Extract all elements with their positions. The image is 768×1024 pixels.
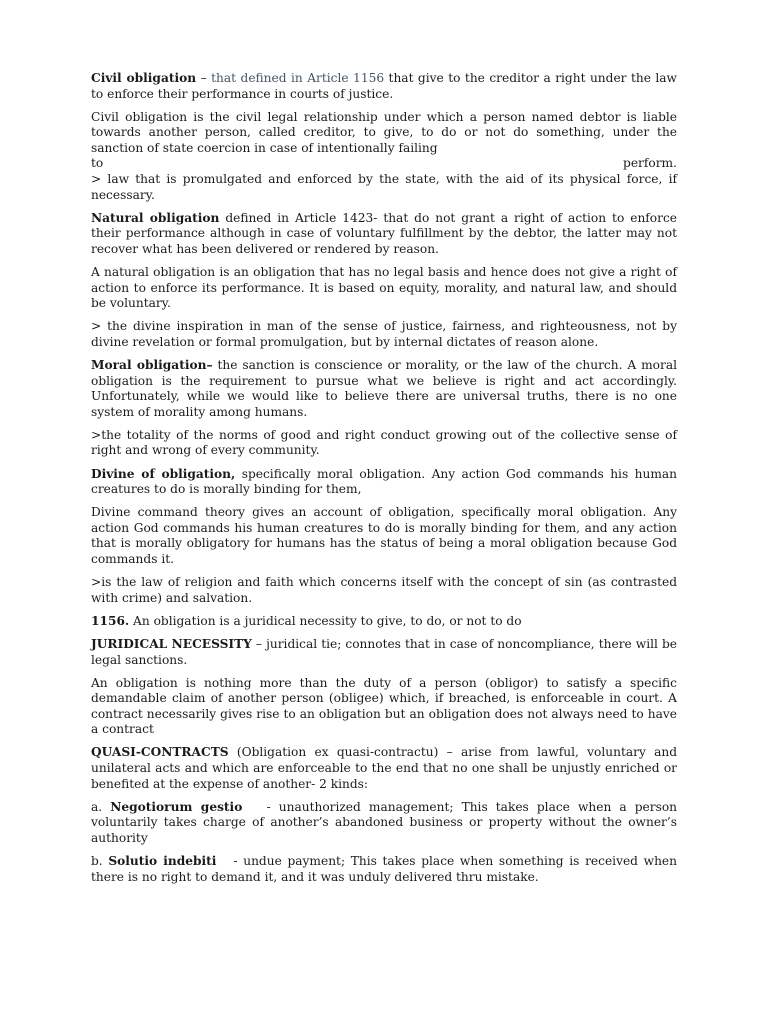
- term-civil-obligation: Civil obligation: [91, 71, 197, 85]
- dash: –: [196, 71, 212, 85]
- paragraph-text: >the totality of the norms of good and right conduct growing out of the collective sense of right and wrong of every community.: [91, 427, 677, 458]
- paragraph-text: A natural obligation is an obligation that has no legal basis and hence does not give a right of action to enforce its performance. It is based on equity, morality, and natural law, and should be voluntary.: [91, 265, 677, 311]
- term-negotiorum-gestio: Negotiorum gestio: [110, 799, 243, 814]
- definition-text: that give to the creditor a right under the law to enforce their performance in courts of justice.: [91, 71, 677, 101]
- justified-last-line: [91, 156, 677, 172]
- solutio-indebiti-item: [91, 854, 681, 885]
- definition-text: – juridical tie; connotes that in case of noncompliance, there will be legal sanctions.: [91, 636, 677, 667]
- civil-obligation-note: [91, 172, 677, 203]
- paragraph-text: >is the law of religion and faith which concerns itself with the concept of sin (as contrasted with crime) and salvation.: [91, 575, 677, 605]
- moral-obligation-definition: [91, 358, 677, 420]
- document-page: [91, 71, 681, 893]
- term-juridical-necessity: JURIDICAL NECESSITY: [91, 636, 252, 651]
- paragraph-text: Divine command theory gives an account of obligation, specifically moral obligation. Any action God commands his human creatures to do is morally binding for them, and any action that is morally obligatory for humans has the status of being a moral obligation because God commands it.: [91, 505, 677, 567]
- civil-obligation-explanation: [91, 110, 677, 157]
- obligation-explanation: [91, 676, 677, 738]
- term-article-number: 1156.: [91, 613, 130, 628]
- line-left-word: to: [91, 156, 104, 171]
- natural-obligation-explanation: [91, 265, 677, 312]
- paragraph-text: Civil obligation is the civil legal relationship under which a person named debtor is liable towards another person, called creditor, to give, to do or not do something, under the sanction of state coercion in case of intentionally failing: [91, 109, 677, 155]
- term-natural-obligation: Natural obligation: [91, 210, 220, 225]
- natural-obligation-note: [91, 319, 677, 350]
- list-prefix: b.: [91, 854, 109, 869]
- juridical-necessity-definition: [91, 637, 677, 668]
- paragraph-text: > the divine inspiration in man of the sense of justice, fairness, and righteousness, not by divine revelation or formal promulgation, but by internal dictates of reason alone.: [91, 319, 677, 349]
- term-solutio-indebiti: Solutio indebiti: [108, 854, 217, 869]
- definition-text: - unauthorized management; This takes place when a person voluntarily takes charge of another’s abandoned business or property without the owner’s authority: [91, 799, 681, 845]
- moral-obligation-note: [91, 428, 677, 459]
- divine-obligation-note: [91, 575, 677, 606]
- negotiorum-gestio-item: [91, 799, 681, 847]
- quasi-contracts-definition: [91, 745, 677, 792]
- line-right-word: perform.: [623, 156, 677, 171]
- term-moral-obligation: Moral obligation–: [91, 358, 213, 372]
- term-quasi-contracts: QUASI-CONTRACTS: [91, 745, 229, 760]
- divine-command-theory: [91, 505, 677, 567]
- article-1156: [91, 614, 677, 630]
- paragraph-text: > law that is promulgated and enforced by the state, with the aid of its physical force, if necessary.: [91, 172, 677, 202]
- term-divine-obligation: Divine of obligation,: [91, 466, 236, 481]
- definition-text: (Obligation ex quasi-contractu) – arise from lawful, voluntary and unilateral acts and which are enforceable to the end that no one shall be unjustly enriched or benefited at the expense of another- 2 kinds:: [91, 745, 677, 791]
- civil-obligation-definition: [91, 71, 677, 102]
- paragraph-text: An obligation is nothing more than the duty of a person (obligor) to satisfy a specific demandable claim of another person (obligee) which, if breached, is enforceable in court. A contract necessarily gives rise to an obligation but an obligation does not always need to have a contract: [91, 675, 677, 737]
- divine-obligation-definition: [91, 467, 677, 498]
- definition-text: specifically moral obligation. Any action God commands his human creatures to do is morally binding for them,: [91, 466, 677, 497]
- article-1156-link-text: that defined in Article 1156: [211, 71, 385, 85]
- definition-text: the sanction is conscience or morality, or the law of the church. A moral obligation is the requirement to pursue what we believe is right and act accordingly. Unfortunately, while we would like to believe there are universal truths, there is no one system of morality among humans.: [91, 358, 678, 419]
- list-prefix: a.: [91, 799, 111, 814]
- definition-text: An obligation is a juridical necessity to give, to do, or not to do: [129, 613, 522, 628]
- definition-text: defined in Article 1423- that do not grant a right of action to enforce their performance although in case of voluntary fulfillment by the debtor, the latter may not recover what has been delivered or rendered by reason.: [91, 210, 678, 256]
- definition-text: - undue payment; This takes place when something is received when there is no right to demand it, and it was unduly delivered thru mistake.: [91, 854, 681, 884]
- natural-obligation-definition: [91, 211, 677, 258]
